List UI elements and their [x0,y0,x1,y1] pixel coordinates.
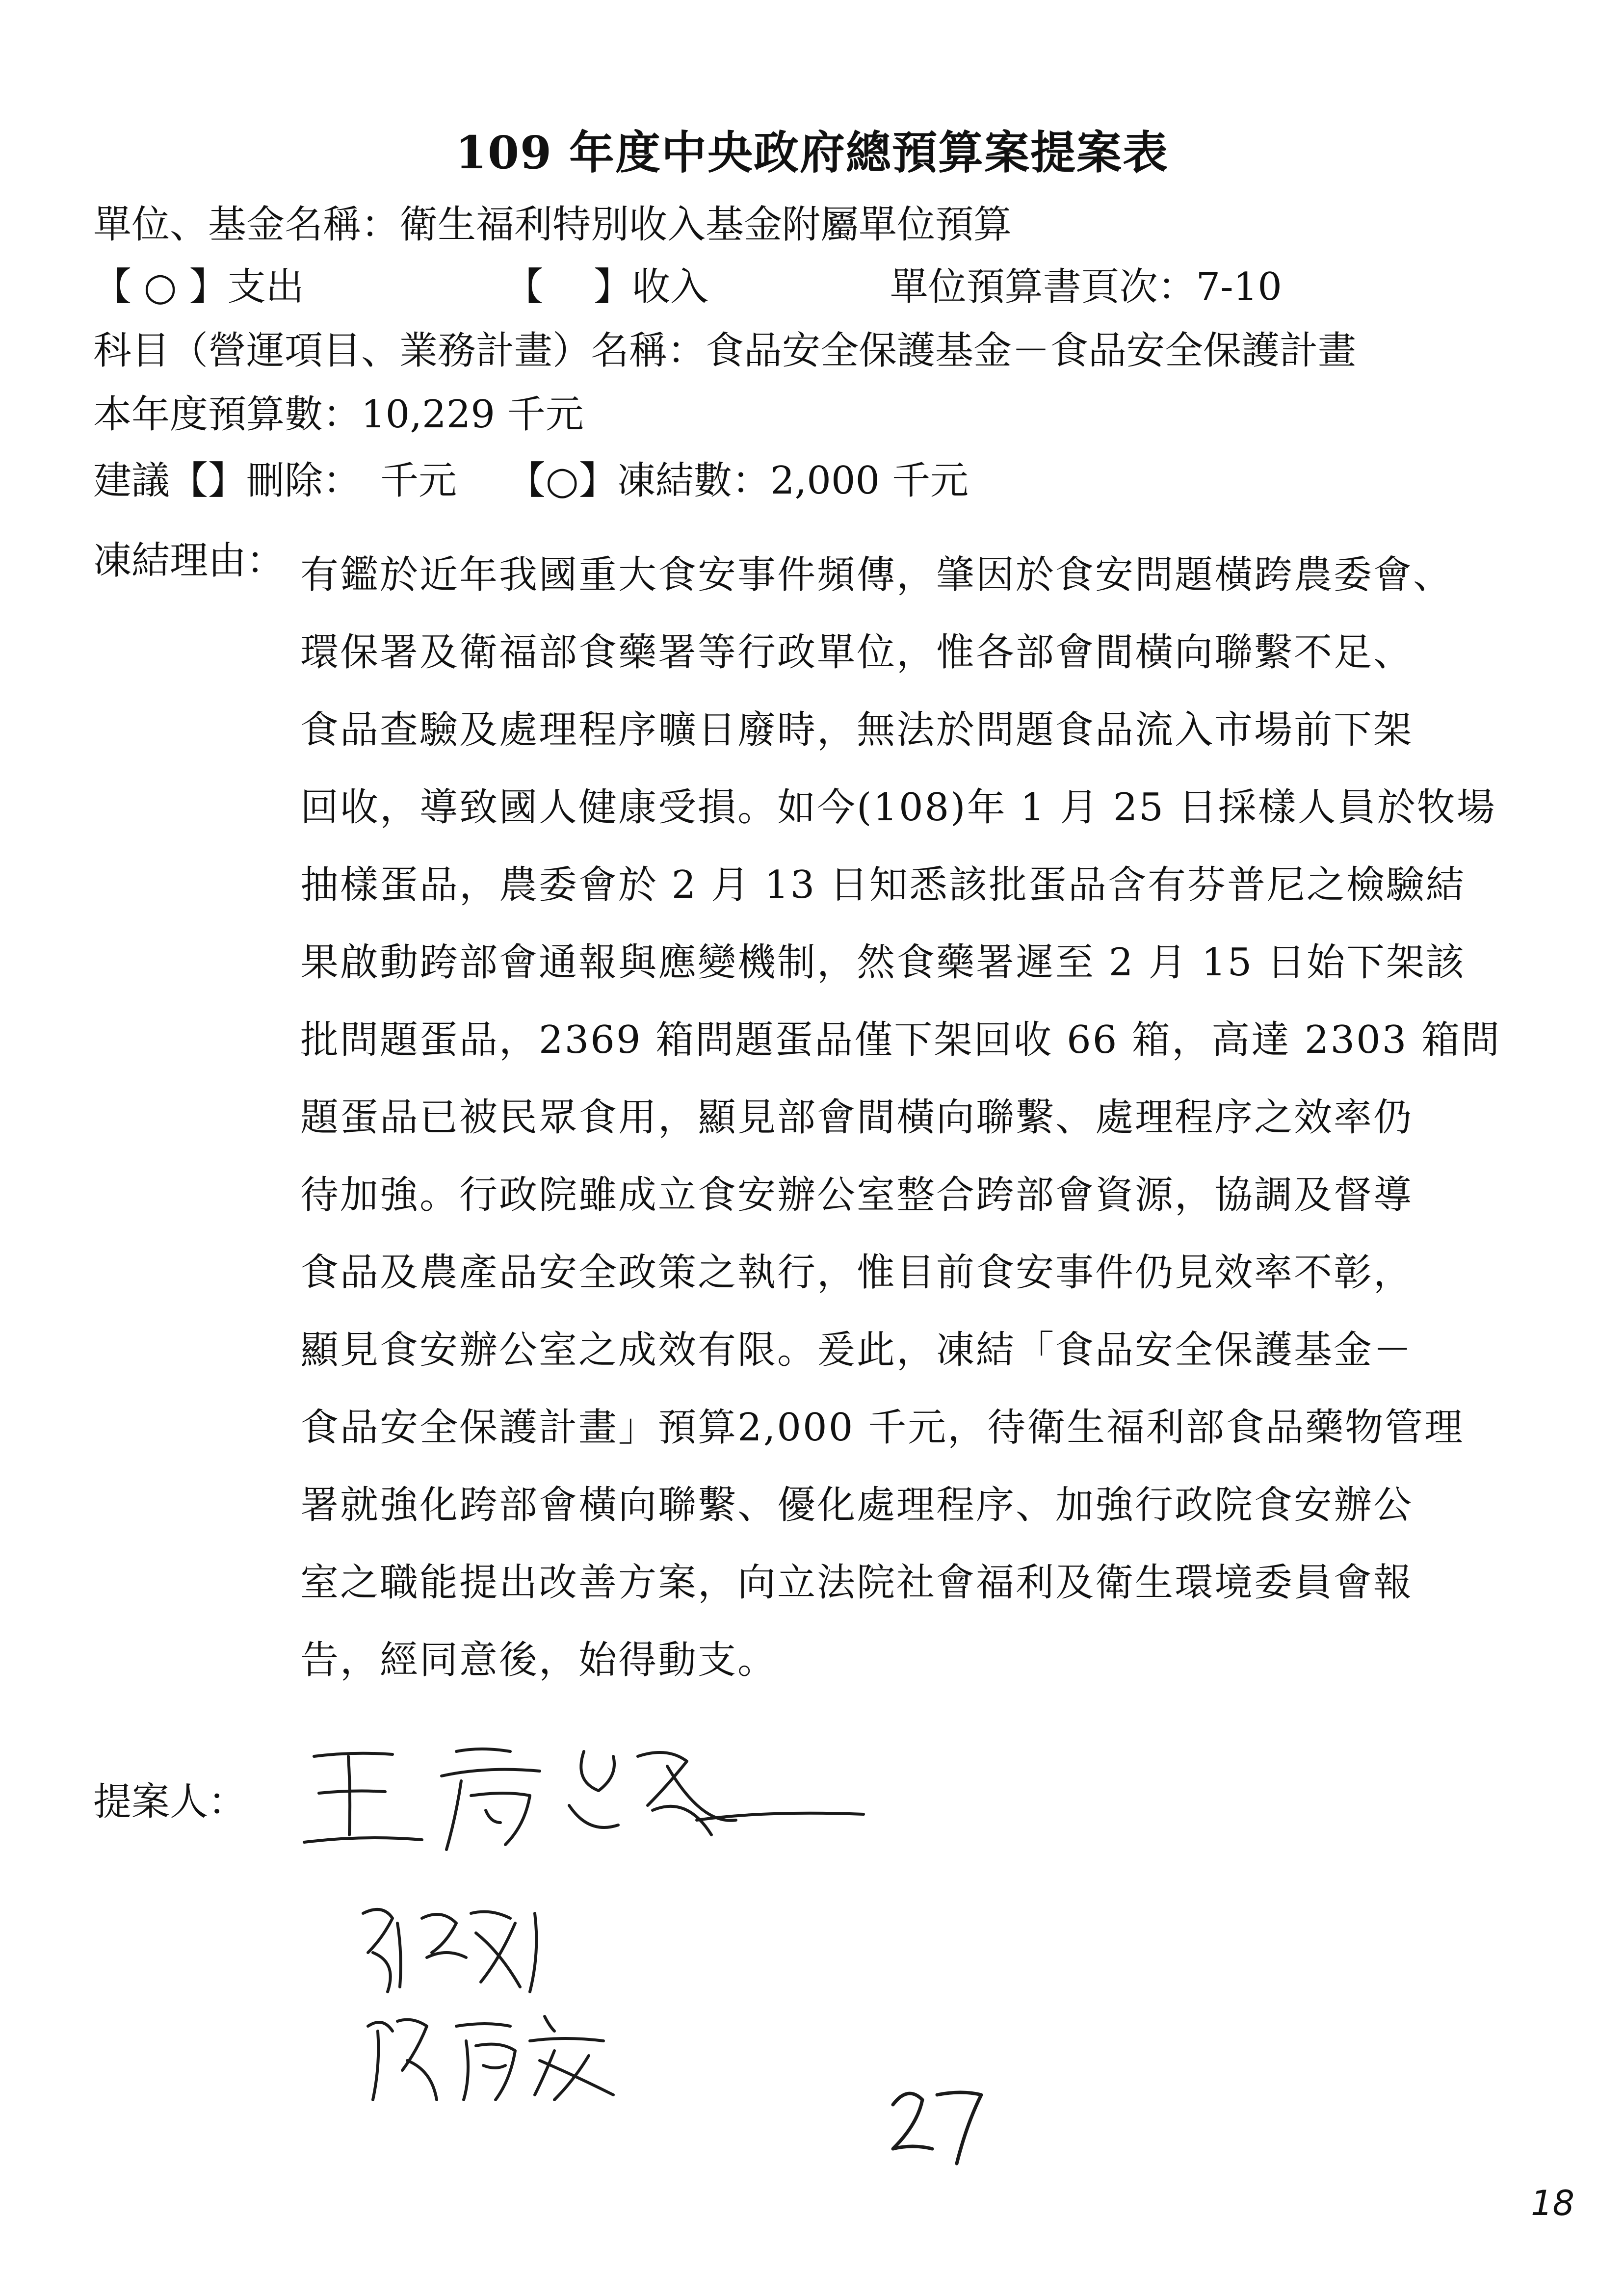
signature-chiang-wan-an [358,2002,633,2110]
proposal-line [93,456,969,505]
reason-line [300,1389,1546,1466]
unit-fund-line: 單位、基金名稱：衛生福利特別收入基金附屬單位預算 [93,203,1012,247]
reason-line: 批問題蛋品，2369 箱問題蛋品僅下架回收 66 箱，高達 2303 箱問 [300,1018,1501,1062]
reason-line [300,1544,1546,1621]
reason-line: 題蛋品已被民眾食用，顯見部會間橫向聯繫、處理程序之效率仍 [300,1096,1414,1140]
subject-value-highlighted: 食品安全保護基金－食品安全保護計畫 [706,329,1357,373]
reason-label: 凍結理由： [93,539,285,583]
delete-option: 建議【】刪除： 千元 [93,459,496,503]
budget-line [93,390,584,439]
signature-qiu-zhen [353,1894,559,2002]
reason-line [300,1621,1546,1699]
reason-line: 有鑑於近年我國重大食安事件頻傳，肇因於食安問題橫跨農委會、 [300,553,1453,597]
reason-line: 食品查驗及處理程序曠日廢時，無法於問題食品流入市場前下架 [300,708,1414,752]
reason-line [300,1466,1546,1544]
signature-wang-yu-min [294,1737,883,1864]
amount-highlight: 2,000 千元，待衛生福利部食品藥物管理 [737,1406,1465,1450]
freeze-highlight: 凍結 [936,1328,1016,1372]
reason-line: 環保署及衛福部食藥署等行政單位，惟各部會間橫向聯繫不足、 [300,630,1414,675]
reason-line: 回收，導致國人健康受損。如今(108)年 1 月 25 日採樣人員於牧場 [300,785,1496,830]
reason-line: 果啟動跨部會通報與應變機制，然食藥署遲至 2 月 15 日始下架該 [300,940,1466,985]
budget-value-highlighted: 10,229 千元 [361,392,584,437]
reason-line: 抽樣蛋品，農委會於 2 月 13 日知悉該批蛋品含有芬普尼之檢驗結 [300,863,1466,907]
reason-text: 顯見食安辦公室之成效有限。爰此， [300,1328,937,1372]
reason-text: 食品安全保護計畫」預算 [300,1406,738,1450]
page-title: 109 年度中央政府總預算案提案表 [455,126,1169,179]
handwritten-number-27 [883,2075,991,2173]
reason-line [300,1311,1546,1389]
budget-label: 本年度預算數： [93,392,362,437]
reason-line: 待加強。行政院雖成立食安辦公室整合跨部會資源，協調及督導 [300,1173,1414,1217]
subject-label: 科目（營運項目、業務計畫）名稱： [93,329,706,373]
freeze-option: 【○】凍結數：2,000 千元 [507,459,969,503]
reason-body [300,536,1546,1699]
expense-checkbox-label: 【 ○ 】支出 [93,265,304,309]
subject-line [93,326,1356,375]
income-checkbox-label: 【 】收入 [505,265,709,309]
reason-text: 「食品安全保護基金－ [1016,1328,1414,1372]
condition-highlight: 室之職能提出改善方案，向立法院社會福利及衛生環境委員會報 [300,1561,1414,1605]
condition-highlight: 署就強化跨部會橫向聯繫、優化處理程序、加強行政院食安辦公 [300,1483,1414,1527]
condition-highlight: 告，經同意後，始得動支。 [300,1638,778,1682]
page-reference: 單位預算書頁次：7-10 [890,265,1282,309]
page-number: 18 [1531,2183,1575,2223]
type-line [93,262,1282,312]
reason-line: 食品及農產品安全政策之執行，惟目前食安事件仍見效率不彰， [300,1251,1414,1295]
proposer-label: 提案人： [93,1780,247,1824]
